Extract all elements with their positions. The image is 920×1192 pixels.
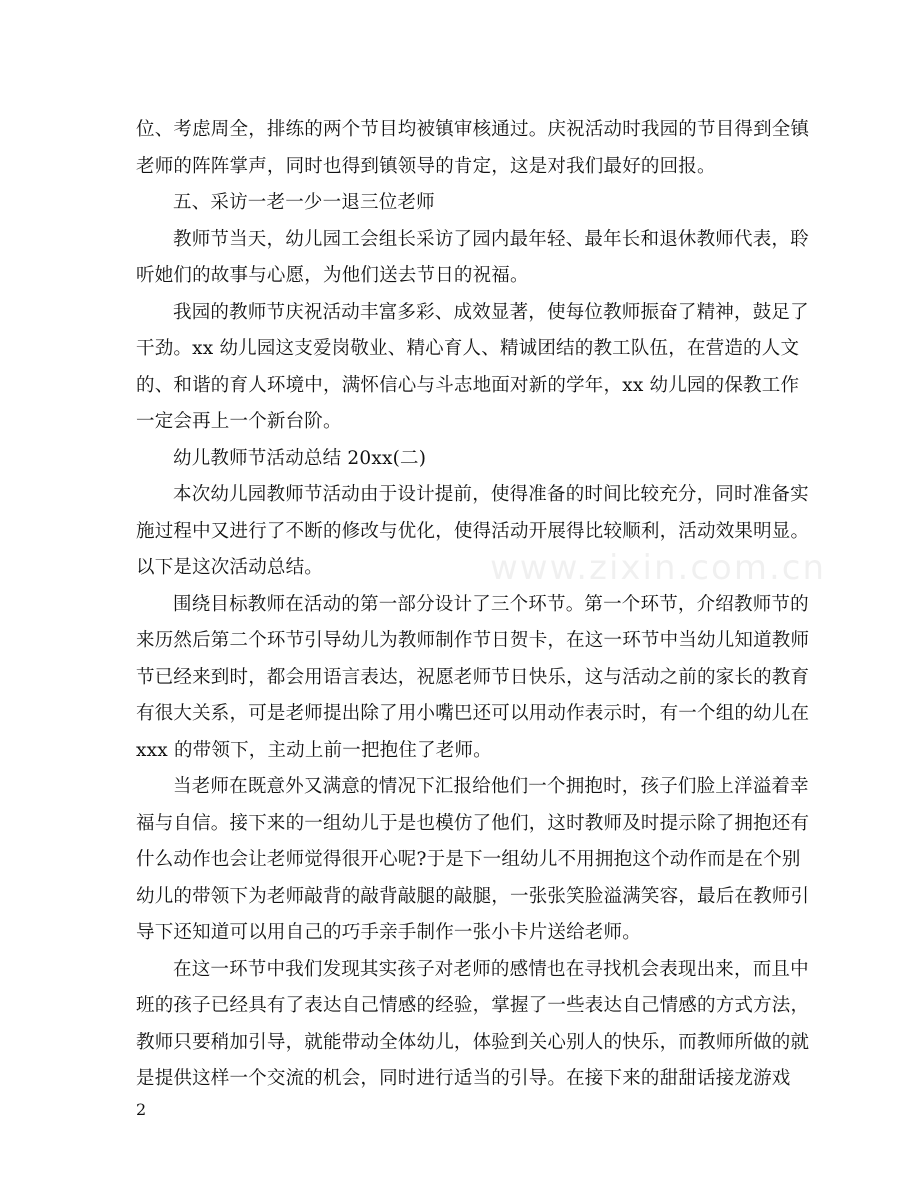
text-line: 福与自信。接下来的一组幼儿于是也模仿了他们，这时教师及时提示除了拥抱还有 bbox=[136, 812, 810, 834]
text-line: 有很大关系，可是老师提出除了用小嘴巴还可以用动作表示时，有一个组的幼儿在 bbox=[136, 703, 810, 724]
text-line: 本次幼儿园教师节活动由于设计提前，使得准备的时间比较充分，同时准备实 bbox=[173, 484, 809, 505]
text-line: 老师的阵阵掌声，同时也得到镇领导的肯定，这是对我们最好的回报。 bbox=[136, 155, 716, 177]
text-line: 是提供这样一个交流的机会，同时进行适当的引导。在接下来的甜甜话接龙游戏 bbox=[136, 1068, 791, 1089]
text-line: 听她们的故事与心愿，为他们送去节日的祝福。 bbox=[136, 265, 529, 286]
text-line: 来历然后第二个环节引导幼儿为教师制作节日贺卡，在这一环节中当幼儿知道教师 bbox=[136, 630, 810, 651]
text-line: 五、采访一老一少一退三位老师 bbox=[173, 192, 435, 213]
text-line: 教师只要稍加引导，就能带动全体幼儿，体验到关心别人的快乐，而教师所做的就 bbox=[136, 1031, 810, 1053]
text-line: xxx 的带领下，主动上前一把抱住了老师。 bbox=[136, 739, 492, 761]
text-line: 教师节当天，幼儿园工会组长采访了园内最年轻、最年长和退休教师代表，聆 bbox=[173, 228, 809, 250]
text-line: 导下还知道可以用自己的巧手亲手制作一张小卡片送给老师。 bbox=[136, 922, 641, 943]
text-line: 以下是这次活动总结。 bbox=[136, 557, 324, 578]
text-line: 节已经来到时，都会用语言表达，祝愿老师节日快乐，这与活动之前的家长的教育 bbox=[136, 666, 810, 688]
watermark: www.zixin.com.cn bbox=[490, 548, 826, 588]
text-line: 的、和谐的育人环境中，满怀信心与斗志地面对新的学年，xx 幼儿园的保教工作 bbox=[136, 374, 800, 396]
text-line: 我园的教师节庆祝活动丰富多彩、成效显著，使每位教师振奋了精神，鼓足了 bbox=[173, 301, 809, 323]
text-line: 幼儿教师节活动总结 20xx(二) bbox=[173, 447, 427, 469]
document-body bbox=[136, 112, 810, 1098]
page-number: 2 bbox=[136, 1100, 147, 1119]
text-line: 一定会再上一个新台阶。 bbox=[136, 411, 342, 432]
text-line: 当老师在既意外又满意的情况下汇报给他们一个拥抱时，孩子们脸上洋溢着幸 bbox=[173, 776, 809, 797]
text-line: 位、考虑周全，排练的两个节目均被镇审核通过。庆祝活动时我园的节目得到全镇 bbox=[136, 119, 810, 140]
text-line: 在这一环节中我们发现其实孩子对老师的感情也在寻找机会表现出来，而且中 bbox=[173, 958, 809, 980]
text-line: 幼儿的带领下为老师敲背的敲背敲腿的敲腿，一张张笑脸溢满笑容，最后在教师引 bbox=[136, 885, 810, 907]
text-line: 干劲。xx 幼儿园这支爱岗敬业、精心育人、精诚团结的教工队伍，在营造的人文 bbox=[136, 338, 800, 359]
text-line: 什么动作也会让老师觉得很开心呢?于是下一组幼儿不用拥抱这个动作而是在个别 bbox=[136, 849, 801, 870]
text-line: 班的孩子已经具有了表达自己情感的经验，掌握了一些表达自己情感的方式方法， bbox=[136, 995, 810, 1016]
text-line: 围绕目标教师在活动的第一部分设计了三个环节。第一个环节，介绍教师节的 bbox=[173, 593, 809, 615]
text-line: 施过程中又进行了不断的修改与优化，使得活动开展得比较顺利，活动效果明显。 bbox=[136, 520, 810, 542]
